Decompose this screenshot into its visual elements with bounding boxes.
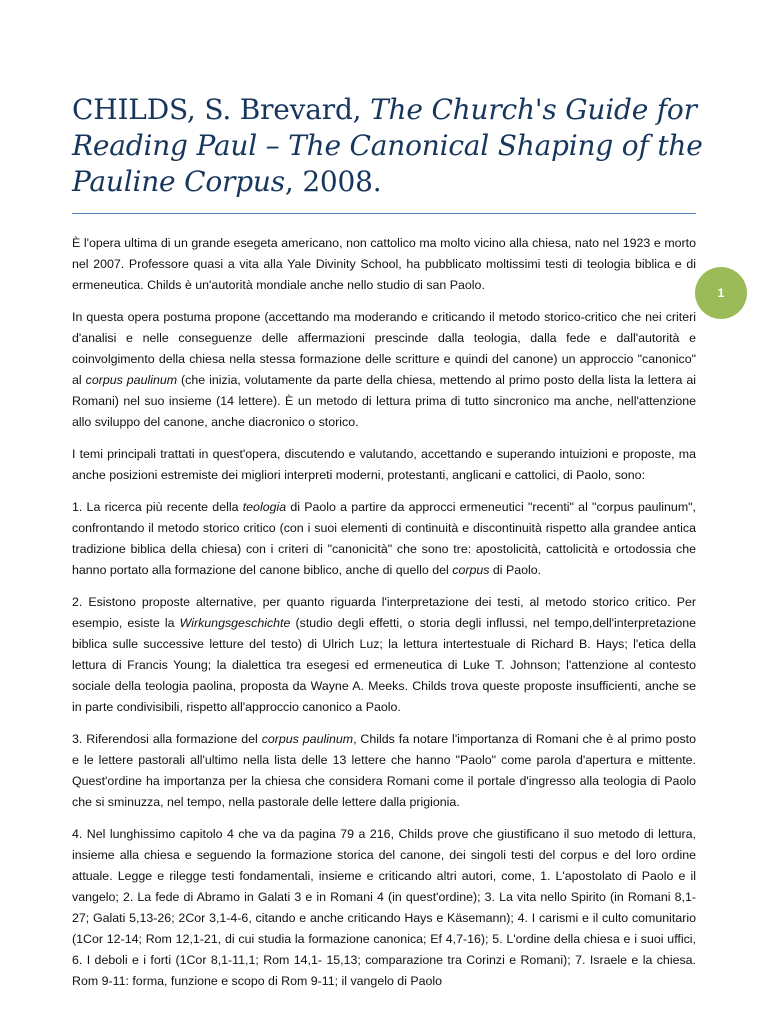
paragraph xyxy=(72,729,696,813)
paragraph-text: di Paolo a partire da approcci ermeneutici "recenti" al "corpus paulinum", confrontando il metodo storico critico (con i suoi elementi di continuità e discontinuità rispetto alla grandee antica tradizione biblica della chiesa) con i criteri di "canonicità" che sono tre: apostolicità, cattolicità e ortodossia che hanno portato alla formazione del canone biblico, anche di quello del xyxy=(72,500,696,577)
paragraph-text: , Childs fa notare l'importanza di Romani che è al primo posto e le lettere pastorali all'ultimo nella lista delle 13 lettere che hanno "Paolo" come parola d'apertura e mittente. Quest'ordine ha importanza per la chiesa che considera Romani come il portale d'ingresso alla teologia di Paolo che si sminuzza, nel tempo, nella pastorale delle lettere dalla prigionia. xyxy=(72,732,696,809)
paragraph-text: (studio degli effetti, o storia degli influssi, nel tempo,dell'interpretazione biblica sulle successive letture del testo) di Ulrich Luz; la lettura intertestuale di Richard B. Hays; l'etica della lettura di Francis Young; la dialettica tra esegesi ed ermeneutica di Luke T. Johnson; l'attenzione al contesto sociale della teologia paolina, proposta da Wayne A. Meeks. Childs trova queste proposte insufficienti, anche se in parte condivisibili, rispetto all'approccio canonico a Paolo. xyxy=(72,616,696,714)
title-author: CHILDS, S. Brevard, xyxy=(72,93,371,126)
paragraph-text: di Paolo. xyxy=(489,563,542,577)
page-number-badge: 1 xyxy=(695,267,747,319)
paragraph-text: È l'opera ultima di un grande esegeta americano, non cattolico ma molto vicino alla chiesa, nato nel 1923 e morto nel 2007. Professore quasi a vita alla Yale Divinity School, ha pubblicato moltissimi testi di teologia biblica e di ermeneutica. Childs è un'autorità mondiale anche nello studio di san Paolo. xyxy=(72,236,696,292)
paragraph-italic: corpus paulinum xyxy=(85,373,178,387)
paragraph-text: 3. Riferendosi alla formazione del xyxy=(72,732,262,746)
title-book: The Church's Guide for Reading Paul – The Canonical Shaping of the Pauline Corpus xyxy=(72,93,703,198)
paragraph-text: 1. La ricerca più recente della xyxy=(72,500,243,514)
paragraph xyxy=(72,233,696,296)
paragraph xyxy=(72,497,696,581)
paragraph-text: 2. Esistono proposte alternative, per quanto riguarda l'interpretazione dei testi, al metodo storico critico. Per esempio, esiste la xyxy=(72,595,696,630)
paragraph-italic: corpus paulinum xyxy=(261,732,354,746)
paragraph xyxy=(72,824,696,992)
paragraph xyxy=(72,592,696,718)
paragraph-italic: corpus xyxy=(452,563,490,577)
paragraph xyxy=(72,444,696,486)
document-title xyxy=(72,92,712,200)
document-body xyxy=(72,233,696,1003)
paragraph-italic: Wirkungsgeschichte xyxy=(179,616,291,630)
paragraph-text: 4. Nel lunghissimo capitolo 4 che va da pagina 79 a 216, Childs prove che giustificano il suo metodo di lettura, insieme alla chiesa e seguendo la formazione storica del canone, dei singoli testi del corpus e del loro ordine attuale. Legge e rilegge testi fondamentali, insieme e criticando altri autori, come, 1. L'apostolato di Paolo e il vangelo; 2. La fede di Abramo in Galati 3 e in Romani 4 (in quest'ordine); 3. La vita nello Spirito (in Romani 8,1-27; Galati 5,13-26; 2Cor 3,1-4-6, citando e anche criticando Hays e Käsemann); 4. I carismi e il culto comunitario (1Cor 12-14; Rom 12,1-21, di cui studia la formazione canonica; Ef 4,7-16); 5. L'ordine della chiesa e i suoi uffici, 6. I deboli e i forti (1Cor 8,1-11,1; Rom 14,1- 15,13; comparazione tra Corinzi e Romani); 7. Israele e la chiesa. Rom 9-11: forma, funzione e scopo di Rom 9-11; il vangelo di Paolo xyxy=(72,827,696,988)
title-year: , 2008. xyxy=(284,165,382,198)
paragraph xyxy=(72,307,696,433)
paragraph-text: I temi principali trattati in quest'opera, discutendo e valutando, accettando e superando intuizioni e proposte, ma anche posizioni estremiste dei migliori interpreti moderni, protestanti, anglicani e cattolici, di Paolo, sono: xyxy=(72,447,696,482)
title-divider xyxy=(72,213,696,214)
paragraph-text: In questa opera postuma propone (accettando ma moderando e criticando il metodo storico-critico che nei criteri d'analisi e nelle conseguenze delle affermazioni prescinde dalla teologia, dalla fede e dall'autorità e coinvolgimento della chiesa nella stessa formazione delle scritture e quindi del canone) un approccio "canonico" al xyxy=(72,310,696,387)
paragraph-italic: teologia xyxy=(242,500,287,514)
paragraph-text: (che inizia, volutamente da parte della chiesa, mettendo al primo posto della lista la lettera ai Romani) nel suo insieme (14 lettere). È un metodo di lettura prima di tutto sincronico ma anche, nell'attenzione allo sviluppo del canone, anche diacronico o storico. xyxy=(72,373,696,429)
